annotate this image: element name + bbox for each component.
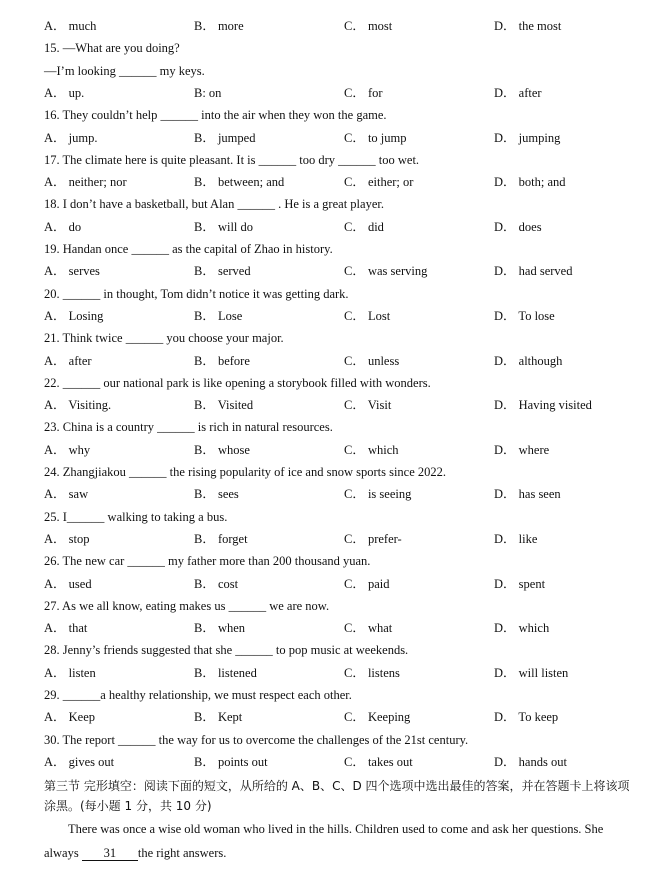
option-c: C． prefer- [344,532,402,546]
option-a: A． after [44,354,92,368]
option-c: C． was serving [344,264,428,278]
option-a: A． serves [44,264,100,278]
option-c: C． Lost [344,309,391,323]
question-stem: 17. The climate here is quite pleasant. It is ______ too dry ______ too wet. [44,153,420,167]
option-a: A． that [44,621,88,635]
question-stem: 19. Handan once ______ as the capital of Zhao in history. [44,242,333,256]
option-d: D． which [494,621,550,635]
option-b: B: on [194,86,222,100]
option-b: B． more [194,19,244,33]
option-a: A． much [44,19,97,33]
option-a: A． Keep [44,710,96,724]
passage-line-2 [44,842,644,864]
option-d: D． where [494,443,550,457]
question-stem: 27. As we all know, eating makes us ______ we are now. [44,599,330,613]
option-a: A． do [44,220,82,234]
option-c: C． most [344,19,393,33]
option-d: D． has seen [494,487,561,501]
option-b: B． will do [194,220,254,234]
passage-line-2-prefix: always [44,846,82,860]
option-a: A． gives out [44,755,115,769]
option-d: D． although [494,354,563,368]
option-a: A． why [44,443,91,457]
option-a: A． jump. [44,131,98,145]
option-a: A． Visiting. [44,398,112,412]
option-d: D． the most [494,19,562,33]
option-c: C． did [344,220,384,234]
option-b: B． between; and [194,175,285,189]
option-a: A． saw [44,487,89,501]
option-c: C． paid [344,577,390,591]
option-c: C． is seeing [344,487,412,501]
section-instruction: 第三节 完形填空：阅读下面的短文，从所给的 A、B、C、D 四个选项中选出最佳的答案，并在答题卡上将该项涂黑。(每小题 1 分，共 10 分) [44,779,630,813]
option-d: D． both; and [494,175,566,189]
option-a: A． stop [44,532,90,546]
question-stem: 20. ______ in thought, Tom didn’t notice it was getting dark. [44,287,349,301]
option-b: B． whose [194,443,250,457]
option-d: D． had served [494,264,573,278]
option-b: B． listened [194,666,257,680]
option-a: A． listen [44,666,96,680]
option-b: B． served [194,264,251,278]
option-b: B． sees [194,487,239,501]
option-a: A． Losing [44,309,104,323]
question-stem: 18. I don’t have a basketball, but Alan ______ . He is a great player. [44,197,384,211]
option-d: D． spent [494,577,546,591]
option-c: C． takes out [344,755,413,769]
option-c: C． for [344,86,383,100]
option-a: A． up. [44,86,85,100]
option-c: C． either; or [344,175,414,189]
question-stem: 26. The new car ______ my father more than 200 thousand yuan. [44,554,371,568]
option-c: C． Visit [344,398,392,412]
option-d: D． To keep [494,710,559,724]
question-stem: 22. ______ our national park is like opening a storybook filled with wonders. [44,376,431,390]
question-stem: 30. The report ______ the way for us to overcome the challenges of the 21st century. [44,733,469,747]
question-stem: 15. —What are you doing? [44,41,180,55]
blank-31: 31 [82,846,138,861]
question-stem: 29. ______a healthy relationship, we must respect each other. [44,688,352,702]
option-b: B． Visited [194,398,254,412]
question-stem: 16. They couldn’t help ______ into the air when they won the game. [44,108,387,122]
option-d: D． after [494,86,542,100]
option-d: D． To lose [494,309,555,323]
passage-line-1: There was once a wise old woman who lived in the hills. Children used to come and ask her questions. She [68,822,604,836]
option-d: D． like [494,532,538,546]
option-b: B． when [194,621,246,635]
option-c: C． Keeping [344,710,411,724]
passage-line-2-suffix: the right answers. [137,846,227,860]
option-b: B． before [194,354,250,368]
question-stem: —I’m looking ______ my keys. [44,64,205,78]
option-d: D． hands out [494,755,567,769]
question-stem: 21. Think twice ______ you choose your major. [44,331,284,345]
question-stem: 25. I______ walking to taking a bus. [44,510,228,524]
option-b: B． Kept [194,710,243,724]
option-a: A． used [44,577,92,591]
question-stem: 23. China is a country ______ is rich in natural resources. [44,420,333,434]
option-d: D． Having visited [494,398,592,412]
option-c: C． to jump [344,131,407,145]
option-d: D． does [494,220,542,234]
option-d: D． will listen [494,666,569,680]
option-c: C． which [344,443,399,457]
option-b: B． forget [194,532,248,546]
option-b: B． points out [194,755,268,769]
question-stem: 24. Zhangjiakou ______ the rising popularity of ice and snow sports since 2022. [44,465,447,479]
option-c: C． what [344,621,393,635]
option-a: A． neither; nor [44,175,127,189]
question-stem: 28. Jenny’s friends suggested that she ______ to pop music at weekends. [44,643,409,657]
option-b: B． cost [194,577,239,591]
option-d: D． jumping [494,131,561,145]
option-c: C． unless [344,354,400,368]
option-c: C． listens [344,666,400,680]
option-b: B． jumped [194,131,256,145]
option-b: B． Lose [194,309,243,323]
